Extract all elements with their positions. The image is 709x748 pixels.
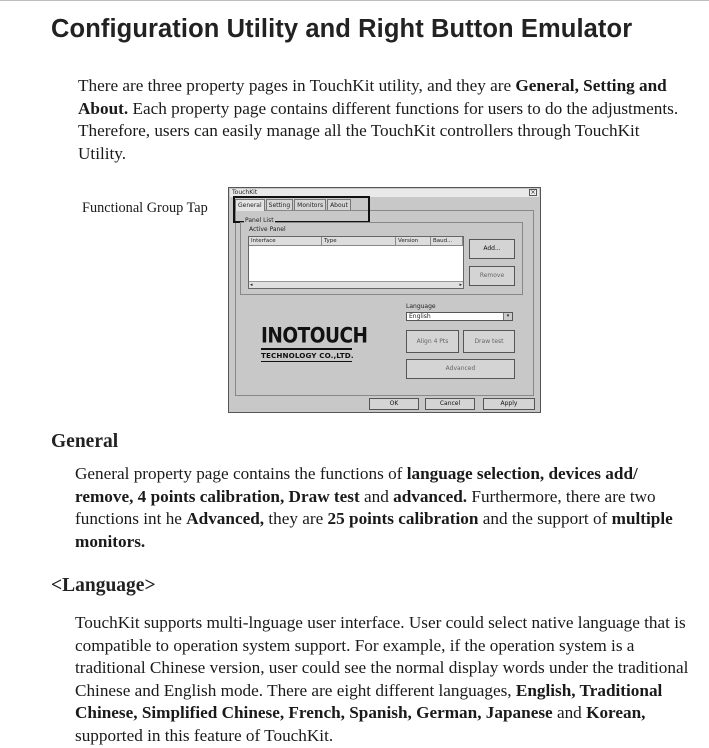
logo-subtitle: TECHNOLOGY CO.,LTD. xyxy=(261,351,354,360)
general-text-4: they are xyxy=(264,509,328,529)
dialog-titlebar: TouchKit xyxy=(230,189,539,197)
active-panel-label: Active Panel xyxy=(249,226,286,233)
tab-monitors[interactable]: Monitors xyxy=(294,199,326,210)
figure-label: Functional Group Tap xyxy=(82,200,208,216)
inotouch-logo xyxy=(261,323,368,363)
tab-setting[interactable]: Setting xyxy=(266,199,293,210)
language-bold-1: English, Traditional Chinese, Simplified Chinese, French, Spanish, German, Japanese xyxy=(75,680,663,723)
general-bold-5: multiple monitors. xyxy=(75,509,673,551)
general-bold-1: language selection, devices add/ remove, 4 points calibration, Draw test xyxy=(75,464,638,506)
language-value: English xyxy=(409,313,431,320)
language-select[interactable] xyxy=(406,312,513,321)
language-bold-2: Korean, xyxy=(586,703,646,723)
align-4-pts-button[interactable]: Align 4 Pts xyxy=(406,330,459,353)
general-paragraph xyxy=(75,463,700,553)
intro-text: There are three property pages in TouchKit utility, and they are xyxy=(78,76,516,95)
general-text-3: Furthermore, there are two functions int he xyxy=(75,486,656,529)
language-heading: <Language> xyxy=(51,575,156,596)
cancel-button[interactable]: Cancel xyxy=(425,398,475,410)
language-label: Language xyxy=(406,303,436,310)
general-bold-3: Advanced, xyxy=(186,509,265,529)
general-bold-2: advanced. xyxy=(393,486,468,506)
touchkit-dialog xyxy=(228,187,541,413)
draw-test-button[interactable]: Draw test xyxy=(463,330,515,353)
intro-text-2: Each property page contains different functions for users to do the adjustments. Therefore, users can easily manage all the TouchKit controllers through TouchKit Utility. xyxy=(78,98,679,163)
intro-bold: General, Setting and About. xyxy=(78,76,667,118)
column-interface[interactable]: Interface xyxy=(249,237,322,245)
logo-wordmark: INOTOUCH xyxy=(261,323,368,348)
chevron-down-icon[interactable]: ▾ xyxy=(503,313,512,320)
list-header xyxy=(249,237,463,246)
language-text-3: supported in this feature of TouchKit. xyxy=(75,725,334,745)
close-icon[interactable]: × xyxy=(530,189,536,196)
general-text-2: and xyxy=(359,486,394,506)
scroll-right-icon[interactable]: ▸ xyxy=(459,282,462,288)
scroll-left-icon[interactable]: ◂ xyxy=(250,282,253,288)
logo-rule xyxy=(261,348,352,350)
logo-rule-2 xyxy=(261,361,352,362)
general-text-5: and the support of xyxy=(478,509,612,529)
column-type[interactable]: Type xyxy=(322,237,396,245)
horizontal-scrollbar[interactable] xyxy=(249,281,463,288)
top-rule xyxy=(0,0,709,1)
panel-listview[interactable] xyxy=(248,236,464,289)
page-title: Configuration Utility and Right Button Emulator xyxy=(51,15,633,43)
general-heading: General xyxy=(51,431,119,452)
language-text-2: and xyxy=(552,703,587,723)
apply-button[interactable]: Apply xyxy=(483,398,535,410)
general-text-1: General property page contains the functions of xyxy=(75,464,407,483)
add-button[interactable]: Add... xyxy=(469,239,515,259)
general-bold-4: 25 points calibration xyxy=(327,509,479,529)
language-paragraph xyxy=(75,612,700,748)
panel-list-label: Panel List xyxy=(245,217,274,224)
advanced-button[interactable]: Advanced xyxy=(406,359,515,379)
column-version[interactable]: Version xyxy=(396,237,431,245)
remove-button[interactable]: Remove xyxy=(469,266,515,286)
tab-about[interactable]: About xyxy=(327,199,351,210)
tab-general[interactable]: General xyxy=(235,199,265,211)
language-text-1: TouchKit supports multi-lnguage user interface. User could select native language that is compatible to operation system support. For example, if the operation system is a traditional Chinese version, user could see the normal display words under the traditional Chinese and English mode. There are eight different languages, xyxy=(75,613,689,700)
intro-paragraph xyxy=(78,75,690,165)
column-baud[interactable]: Baud... xyxy=(431,237,463,245)
ok-button[interactable]: OK xyxy=(369,398,419,410)
